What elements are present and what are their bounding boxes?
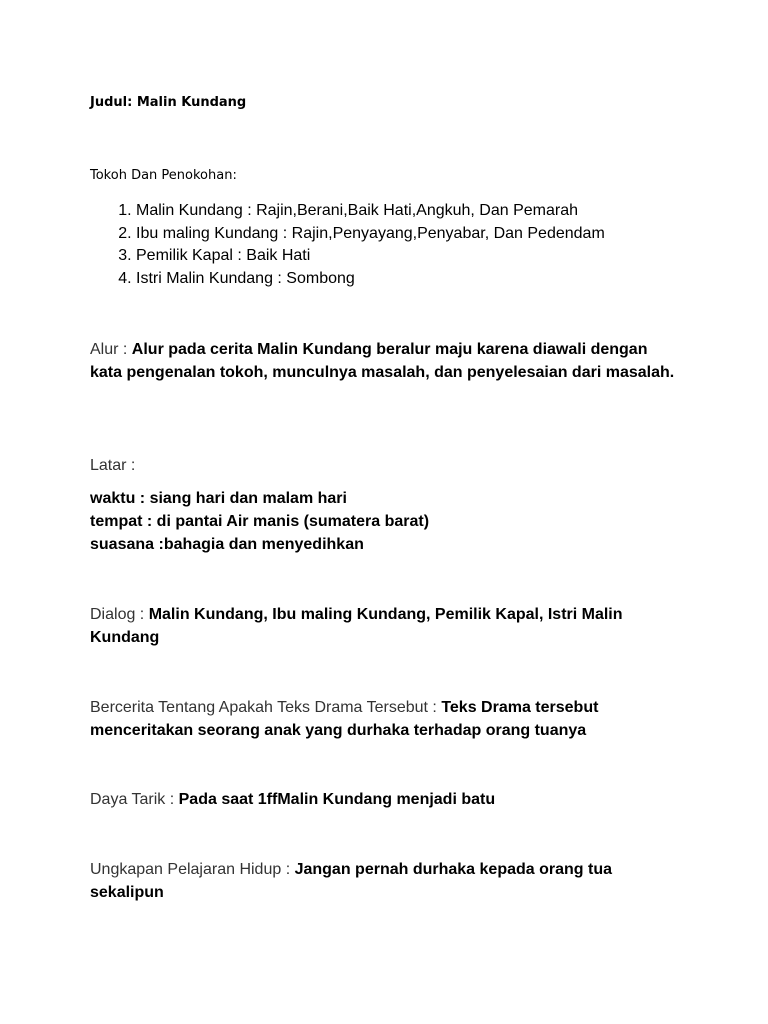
latar-details <box>90 487 680 556</box>
ungkapan-section <box>90 858 680 904</box>
latar-waktu: waktu : siang hari dan malam hari <box>90 490 347 507</box>
bercerita-section <box>90 696 680 742</box>
dialog-label: Dialog : <box>90 606 149 623</box>
alur-value: Alur pada cerita Malin Kundang beralur maju karena diawali dengan kata pengenalan tokoh, munculnya masalah, dan penyelesaian dari masalah. <box>90 341 675 381</box>
latar-tempat: tempat : di pantai Air manis (sumatera barat) <box>90 513 430 530</box>
bercerita-label: Bercerita Tentang Apakah Teks Drama Tersebut : <box>90 699 442 716</box>
list-item: 4. Istri Malin Kundang : Sombong <box>136 268 756 291</box>
list-item: 3. Pemilik Kapal : Baik Hati <box>136 245 756 268</box>
list-item: 1. Malin Kundang : Rajin,Berani,Baik Hati,Angkuh, Dan Pemarah <box>136 200 756 223</box>
daya-tarik-section <box>90 788 680 811</box>
bercerita-value: Teks Drama tersebut menceritakan seorang anak yang durhaka terhadap orang tuanya <box>90 699 599 739</box>
dialog-section <box>90 603 680 649</box>
document-title: Judul: Malin Kundang <box>90 95 247 110</box>
daya-tarik-label: Daya Tarik : <box>90 791 179 808</box>
ungkapan-label: Ungkapan Pelajaran Hidup : <box>90 861 295 878</box>
ungkapan-value: Jangan pernah durhaka kepada orang tua sekalipun <box>90 861 612 901</box>
characters-heading: Tokoh Dan Penokohan: <box>90 168 237 183</box>
latar-suasana: suasana :bahagia dan menyedihkan <box>90 536 364 553</box>
characters-list <box>90 200 756 290</box>
latar-label: Latar : <box>90 457 136 474</box>
dialog-value: Malin Kundang, Ibu maling Kundang, Pemilik Kapal, Istri Malin Kundang <box>90 606 623 646</box>
alur-section <box>90 338 680 384</box>
list-item: 2. Ibu maling Kundang : Rajin,Penyayang,Penyabar, Dan Pedendam <box>136 223 756 246</box>
alur-label: Alur : <box>90 341 132 358</box>
latar-section <box>90 454 680 477</box>
daya-tarik-value: Pada saat 1ffMalin Kundang menjadi batu <box>178 791 496 808</box>
